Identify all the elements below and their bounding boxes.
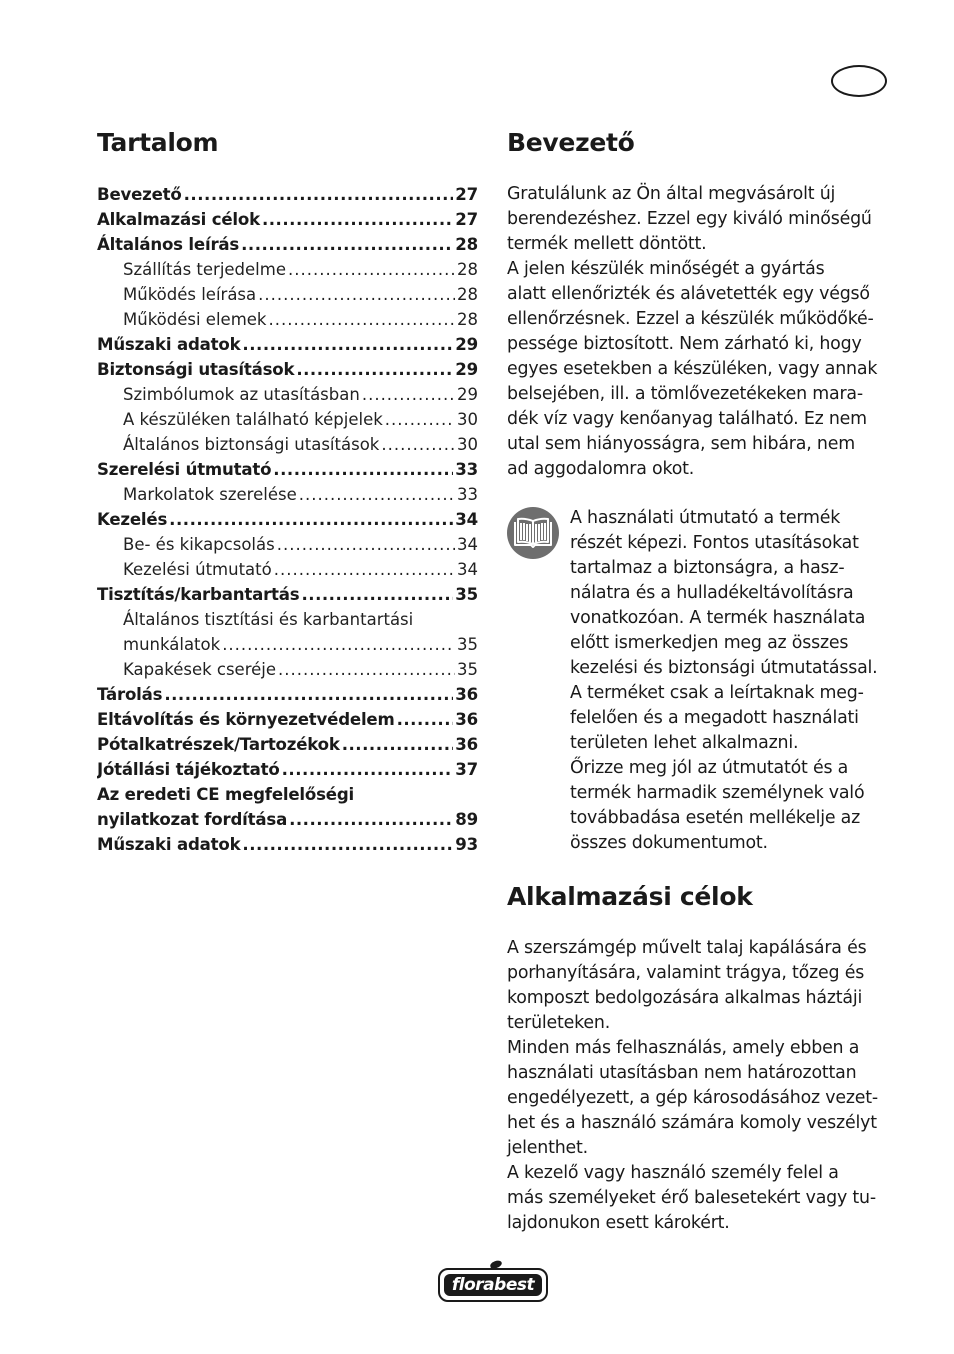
toc-entry-title: Tisztítás/karbantartás	[97, 585, 300, 604]
toc-list	[97, 182, 478, 857]
toc-entry-title: munkálatok	[123, 635, 221, 654]
toc-entry-page: 34	[455, 510, 478, 529]
toc-entry	[97, 357, 478, 382]
toc-dot-leader	[289, 807, 453, 832]
toc-dot-leader	[241, 232, 453, 257]
text-line: lajdonukon esett károkért.	[507, 1213, 730, 1233]
toc-entry	[97, 257, 478, 282]
toc-entry-title: Szimbólumok az utasításban	[123, 385, 360, 404]
toc-dot-leader	[222, 632, 455, 657]
toc-entry-title: A készüléken található képjelek	[123, 410, 383, 429]
book-icon	[507, 507, 559, 559]
toc-dot-leader	[381, 432, 455, 457]
text-line: használati utasításban nem határozottan	[507, 1063, 857, 1083]
toc-title: Tartalom	[97, 128, 219, 157]
toc-dot-leader	[242, 332, 453, 357]
toc-entry	[97, 282, 478, 307]
toc-entry-page: 28	[457, 310, 478, 329]
text-line: porhanyítására, valamint trágya, tőzeg és	[507, 963, 865, 983]
toc-entry	[97, 682, 478, 707]
toc-entry	[97, 807, 478, 832]
main-content	[507, 126, 891, 1236]
purpose-section	[507, 880, 891, 1236]
text-line: továbbadása esetén mellékelje az	[570, 808, 861, 828]
text-line: alatt ellenőrizték és alávetették egy végső	[507, 284, 870, 304]
toc-entry	[97, 707, 478, 732]
text-line: jelenthet.	[507, 1138, 588, 1158]
toc-entry	[97, 432, 478, 457]
toc-entry	[97, 657, 478, 682]
text-line: termék harmadik személynek való	[570, 783, 865, 803]
toc-entry-page: 33	[457, 485, 478, 504]
toc-entry	[97, 782, 478, 807]
toc-entry	[97, 232, 478, 257]
toc-entry	[97, 832, 478, 857]
toc-entry-page: 27	[455, 185, 478, 204]
toc-dot-leader	[273, 457, 453, 482]
text-line: Őrizze meg jól az útmutatót és a	[570, 758, 849, 778]
toc-dot-leader	[397, 707, 454, 732]
text-line: A szerszámgép művelt talaj kapálására és	[507, 938, 867, 958]
toc-entry-page: 28	[457, 260, 478, 279]
purpose-text	[507, 936, 891, 1236]
toc-entry	[97, 632, 478, 657]
text-line: részét képezi. Fontos utasításokat	[570, 533, 859, 553]
language-badge	[831, 65, 887, 97]
toc-entry-title: Eltávolítás és környezetvédelem	[97, 710, 395, 729]
toc-entry-page: 28	[455, 235, 478, 254]
toc-entry	[97, 407, 478, 432]
text-line: berendezéshez. Ezzel egy kiváló minőségű	[507, 209, 872, 229]
toc-entry-title: nyilatkozat fordítása	[97, 810, 288, 829]
toc-entry-title: Szerelési útmutató	[97, 460, 272, 479]
text-line: A jelen készülék minőségét a gyártás	[507, 259, 825, 279]
toc-entry-title: Be- és kikapcsolás	[123, 535, 275, 554]
toc-entry-page: 35	[457, 660, 478, 679]
toc-dot-leader	[242, 832, 453, 857]
toc-entry-title: Általános tisztítási és karbantartási	[123, 610, 414, 629]
toc-entry-page: 27	[455, 210, 478, 229]
toc-entry	[97, 532, 478, 557]
toc-entry-title: Tárolás	[97, 685, 163, 704]
toc-entry-title: Jótállási tájékoztató	[97, 760, 280, 779]
toc-entry-title: Bevezető	[97, 185, 182, 204]
toc-entry-page: 33	[455, 460, 478, 479]
text-line: felelően és a megadott használati	[570, 708, 859, 728]
toc-dot-leader	[362, 382, 455, 407]
toc-entry	[97, 207, 478, 232]
toc-entry-title: Biztonsági utasítások	[97, 360, 295, 379]
toc-entry-title: Általános biztonsági utasítások	[123, 435, 380, 454]
toc-entry-title: Szállítás terjedelme	[123, 260, 286, 279]
toc-entry-title: Kezelési útmutató	[123, 560, 272, 579]
text-line: Gratulálunk az Ön által megvásárolt új	[507, 184, 836, 204]
text-line: utal sem hiányosságra, sem hibára, nem	[507, 434, 855, 454]
note-block	[507, 506, 891, 856]
text-line: ad aggodalomra okot.	[507, 459, 695, 479]
text-line: nálatra és a hulladékeltávolításra	[570, 583, 854, 603]
toc-entry	[97, 557, 478, 582]
toc-dot-leader	[164, 682, 453, 707]
text-line: egyes esetekben a készüléken, vagy annak	[507, 359, 878, 379]
intro-text	[507, 182, 891, 482]
toc-entry-page: 36	[455, 735, 478, 754]
text-line: A használati útmutató a termék	[570, 508, 841, 528]
toc-entry	[97, 607, 478, 632]
text-line: kezelési és biztonsági útmutatással.	[570, 658, 878, 678]
toc-dot-leader	[342, 732, 454, 757]
text-line: A kezelő vagy használó személy felel a	[507, 1163, 839, 1183]
toc-entry	[97, 482, 478, 507]
text-line: területen lehet alkalmazni.	[570, 733, 799, 753]
toc-entry	[97, 382, 478, 407]
toc-dot-leader	[299, 482, 455, 507]
toc-dot-leader	[169, 507, 453, 532]
toc-entry-title: Az eredeti CE megfelelőségi	[97, 785, 355, 804]
toc-entry	[97, 182, 478, 207]
toc-entry-page: 34	[457, 560, 478, 579]
florabest-logo	[438, 1268, 548, 1302]
table-of-contents	[97, 126, 478, 857]
toc-entry-page: 34	[457, 535, 478, 554]
toc-entry-title: Markolatok szerelése	[123, 485, 297, 504]
text-line: tartalmaz a biztonságra, a hasz-	[570, 558, 845, 578]
toc-entry	[97, 332, 478, 357]
text-line: területeken.	[507, 1013, 611, 1033]
toc-dot-leader	[296, 357, 453, 382]
toc-entry-page: 29	[455, 360, 478, 379]
toc-dot-leader	[301, 582, 453, 607]
text-line: dék víz vagy kenőanyag található. Ez nem	[507, 409, 867, 429]
toc-entry-page: 36	[455, 685, 478, 704]
toc-dot-leader	[288, 257, 455, 282]
toc-dot-leader	[282, 757, 454, 782]
toc-entry-title: Működés leírása	[123, 285, 257, 304]
toc-dot-leader	[268, 307, 455, 332]
toc-entry-title: Kezelés	[97, 510, 168, 529]
note-text	[570, 506, 891, 856]
toc-entry-page: 30	[457, 435, 478, 454]
toc-dot-leader	[258, 282, 455, 307]
toc-entry-page: 36	[455, 710, 478, 729]
toc-entry-title: Pótalkatrészek/Tartozékok	[97, 735, 340, 754]
text-line: belsejében, ill. a tömlővezetékeken mara-	[507, 384, 863, 404]
text-line: pessége biztosított. Nem zárható ki, hogy	[507, 334, 862, 354]
text-line: ellenőrzésnek. Ezzel a készülék működőké-	[507, 309, 874, 329]
text-line: A terméket csak a leírtaknak meg-	[570, 683, 864, 703]
toc-dot-leader	[277, 532, 455, 557]
text-line: Minden más felhasználás, amely ebben a	[507, 1038, 860, 1058]
toc-entry-page: 89	[455, 810, 478, 829]
toc-entry	[97, 757, 478, 782]
text-line: összes dokumentumot.	[570, 833, 768, 853]
toc-entry-title: Műszaki adatok	[97, 835, 241, 854]
toc-entry-page: 35	[457, 635, 478, 654]
leaf-icon	[489, 1259, 503, 1270]
text-line: előtt ismerkedjen meg az összes	[570, 633, 849, 653]
logo-text: florabest	[451, 1275, 535, 1295]
toc-dot-leader	[184, 182, 454, 207]
toc-entry	[97, 507, 478, 532]
toc-entry	[97, 307, 478, 332]
toc-entry-title: Műszaki adatok	[97, 335, 241, 354]
toc-entry-page: 29	[455, 335, 478, 354]
text-line: más személyeket érő balesetekért vagy tu-	[507, 1188, 876, 1208]
toc-entry-page: 28	[457, 285, 478, 304]
toc-entry	[97, 457, 478, 482]
toc-dot-leader	[385, 407, 455, 432]
toc-entry	[97, 582, 478, 607]
toc-dot-leader	[278, 657, 455, 682]
toc-dot-leader	[262, 207, 453, 232]
toc-entry-title: Kapakések cseréje	[123, 660, 277, 679]
toc-entry-page: 30	[457, 410, 478, 429]
intro-title: Bevezető	[507, 128, 635, 157]
toc-entry-page: 35	[455, 585, 478, 604]
toc-dot-leader	[274, 557, 455, 582]
toc-entry-page: 29	[457, 385, 478, 404]
text-line: engedélyezett, a gép károsodásához vezet-	[507, 1088, 879, 1108]
text-line: termék mellett döntött.	[507, 234, 707, 254]
toc-entry-title: Működési elemek	[123, 310, 267, 329]
text-line: komposzt bedolgozására alkalmas háztáji	[507, 988, 863, 1008]
text-line: vonatkozóan. A termék használata	[570, 608, 866, 628]
toc-entry-title: Alkalmazási célok	[97, 210, 260, 229]
toc-entry-page: 93	[455, 835, 478, 854]
toc-entry-page: 37	[455, 760, 478, 779]
purpose-title: Alkalmazási célok	[507, 882, 753, 911]
toc-entry	[97, 732, 478, 757]
text-line: het és a használó számára komoly veszélyt	[507, 1113, 877, 1133]
toc-entry-title: Általános leírás	[97, 235, 240, 254]
